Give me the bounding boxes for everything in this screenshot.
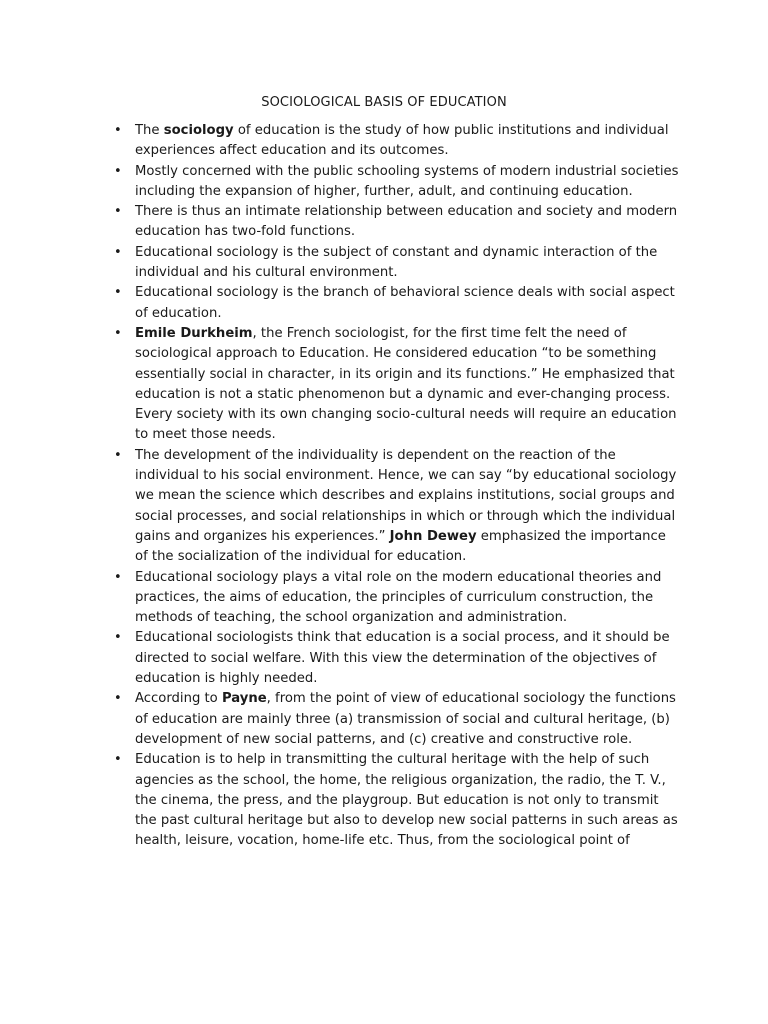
bullet-icon: •	[114, 285, 122, 301]
bullet-text-post: , the French sociologist, for the first time felt the need of sociological approach to Education. He considered education “to be something essentially social in character, in its origin and its functions.” He emphasized that education is not a static phenomenon but a dynamic and ever-changing process. Every society with its own changing socio-cultural needs will require an education to meet those needs.	[135, 325, 677, 443]
bullet-text-pre: Educational sociology is the subject of constant and dynamic interaction of the individual and his cultural environment.	[135, 244, 658, 281]
bullet-icon: •	[114, 630, 122, 646]
bullet-item-10	[0, 689, 680, 750]
bullet-item-6	[0, 324, 680, 446]
bullet-item-2	[0, 162, 680, 203]
bullet-text-bold: sociology	[163, 123, 234, 138]
bullet-text-pre: Mostly concerned with the public schooling systems of modern industrial societies including the expansion of higher, further, adult, and continuing education.	[135, 163, 679, 199]
bullet-text-post: of education is the study of how public institutions and individual experiences affect education and its outcomes.	[135, 123, 669, 159]
bullet-text-pre: There is thus an intimate relationship between education and society and modern education has two-fold functions.	[135, 204, 678, 240]
bullet-icon: •	[114, 325, 122, 341]
bullet-icon: •	[114, 244, 122, 260]
bullet-text-pre: The	[135, 123, 164, 138]
bullet-item-5	[0, 283, 680, 324]
bullet-item-11	[0, 750, 680, 851]
bullet-list	[0, 121, 680, 852]
bullet-text-bold: John Dewey	[389, 528, 477, 544]
document-title: SOCIOLOGICAL BASIS OF EDUCATION	[261, 95, 507, 110]
bullet-text-pre: Education is to help in transmitting the cultural heritage with the help of such agencies as the school, the home, the religious organization, the radio, the T. V., the cinema, the press, and the playgroup. But education is not only to transmit the past cultural heritage but also to develop new social patterns in such areas as health, leisure, vocation, home-life etc. Thus, from the sociological point of	[135, 752, 678, 849]
bullet-item-8	[0, 568, 680, 629]
bullet-icon: •	[114, 123, 122, 138]
bullet-text-pre: The development of the individuality is dependent on the reaction of the individual to his social environment. Hence, we can say “by educational sociology we mean the science which describes and explains institutions, social groups and social processes, and social relationships in which or through which the individual gains and organizes his experiences.”	[135, 447, 677, 544]
bullet-text-bold: Emile Durkheim	[135, 325, 253, 341]
bullet-icon: •	[114, 204, 122, 220]
bullet-text-pre: Educational sociology plays a vital role on the modern educational theories and practices, the aims of education, the principles of curriculum construction, the methods of teaching, the school organization and administration.	[135, 569, 662, 626]
bullet-text-post: , from the point of view of educational sociology the functions of education are mainly three (a) transmission of social and cultural heritage, (b) development of new social patterns, and (c) creative and constructive role.	[135, 691, 676, 747]
bullet-icon: •	[114, 752, 122, 768]
bullet-text-bold: Payne	[221, 691, 267, 707]
bullet-icon: •	[114, 163, 122, 179]
bullet-icon: •	[114, 447, 122, 463]
bullet-text-post: emphasized the importance of the socialization of the individual for education.	[135, 528, 666, 565]
bullet-icon: •	[114, 569, 122, 585]
bullet-item-1	[0, 121, 680, 162]
bullet-item-9	[0, 628, 680, 689]
bullet-icon: •	[114, 691, 122, 707]
bullet-item-3	[0, 202, 680, 243]
bullet-item-7	[0, 446, 680, 568]
bullet-text-pre: Educational sociologists think that education is a social process, and it should be directed to social welfare. With this view the determination of the objectives of education is highly needed.	[135, 630, 670, 687]
bullet-text-pre: According to	[135, 691, 222, 707]
bullet-text-pre: Educational sociology is the branch of behavioral science deals with social aspect of education.	[135, 285, 675, 321]
bullet-item-4	[0, 243, 680, 284]
